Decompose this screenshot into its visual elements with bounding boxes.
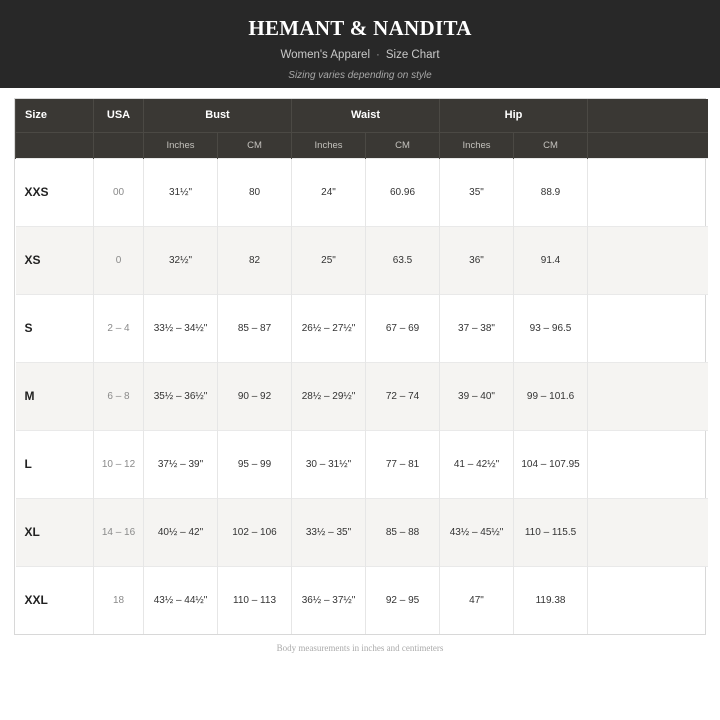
empty-sub-header xyxy=(94,132,144,158)
size-cell: XXS xyxy=(16,158,94,226)
waist-cm-cell: 77 – 81 xyxy=(366,430,440,498)
hip-cm-cell: 119.38 xyxy=(514,566,588,634)
group-header-row xyxy=(16,99,708,132)
bust-cm-cell: 85 – 87 xyxy=(218,294,292,362)
category-label: Women's Apparel xyxy=(280,49,371,61)
unit-header-row xyxy=(16,132,708,158)
usa-cell: 18 xyxy=(94,566,144,634)
usa-cell: 14 – 16 xyxy=(94,498,144,566)
bust-inches-cell: 35½ – 36½" xyxy=(144,362,218,430)
table-row xyxy=(16,498,708,566)
footer-note: Body measurements in inches and centimeters xyxy=(276,643,444,653)
usa-cell: 6 – 8 xyxy=(94,362,144,430)
sizing-note: Sizing varies depending on style xyxy=(288,70,432,81)
waist-cm-cell: 67 – 69 xyxy=(366,294,440,362)
empty-cell xyxy=(588,294,708,362)
hip-inches-cell: 39 – 40" xyxy=(440,362,514,430)
hip-inches-cell: 47" xyxy=(440,566,514,634)
table-row xyxy=(16,226,708,294)
size-chart-table-container xyxy=(14,98,706,635)
size-cell: M xyxy=(16,362,94,430)
empty-cell xyxy=(588,566,708,634)
bust-cm-header: CM xyxy=(218,132,292,158)
bust-inches-cell: 40½ – 42" xyxy=(144,498,218,566)
hip-cm-cell: 88.9 xyxy=(514,158,588,226)
empty-sub-header xyxy=(16,132,94,158)
hip-inches-cell: 41 – 42½" xyxy=(440,430,514,498)
usa-cell: 10 – 12 xyxy=(94,430,144,498)
bust-inches-cell: 31½" xyxy=(144,158,218,226)
size-chart-table xyxy=(15,99,708,634)
bust-header: Bust xyxy=(144,99,292,132)
hip-cm-cell: 110 – 115.5 xyxy=(514,498,588,566)
empty-sub-header xyxy=(588,132,708,158)
size-cell: S xyxy=(16,294,94,362)
hip-inches-cell: 35" xyxy=(440,158,514,226)
brand-title: HEMANT & NANDITA xyxy=(248,16,472,40)
waist-inches-cell: 26½ – 27½" xyxy=(292,294,366,362)
empty-cell xyxy=(588,430,708,498)
bust-cm-cell: 102 – 106 xyxy=(218,498,292,566)
page-subtitle xyxy=(0,49,720,61)
usa-cell: 00 xyxy=(94,158,144,226)
hip-inches-cell: 37 – 38" xyxy=(440,294,514,362)
usa-cell: 2 – 4 xyxy=(94,294,144,362)
bust-inches-header: Inches xyxy=(144,132,218,158)
hip-inches-cell: 36" xyxy=(440,226,514,294)
bust-cm-cell: 90 – 92 xyxy=(218,362,292,430)
bust-cm-cell: 80 xyxy=(218,158,292,226)
table-row xyxy=(16,158,708,226)
empty-header-cell xyxy=(588,99,708,132)
waist-cm-cell: 60.96 xyxy=(366,158,440,226)
waist-inches-cell: 30 – 31½" xyxy=(292,430,366,498)
waist-cm-cell: 72 – 74 xyxy=(366,362,440,430)
table-row xyxy=(16,294,708,362)
hip-cm-cell: 91.4 xyxy=(514,226,588,294)
usa-cell: 0 xyxy=(94,226,144,294)
bust-inches-cell: 33½ – 34½" xyxy=(144,294,218,362)
hip-header: Hip xyxy=(440,99,588,132)
waist-header: Waist xyxy=(292,99,440,132)
hip-cm-cell: 104 – 107.95 xyxy=(514,430,588,498)
hip-inches-cell: 43½ – 45½" xyxy=(440,498,514,566)
page-header xyxy=(0,0,720,88)
empty-cell xyxy=(588,226,708,294)
bust-inches-cell: 32½" xyxy=(144,226,218,294)
hip-cm-header: CM xyxy=(514,132,588,158)
bust-cm-cell: 95 – 99 xyxy=(218,430,292,498)
table-row xyxy=(16,566,708,634)
subtitle-separator: · xyxy=(376,49,380,61)
size-cell: XS xyxy=(16,226,94,294)
bust-inches-cell: 43½ – 44½" xyxy=(144,566,218,634)
size-cell: XL xyxy=(16,498,94,566)
size-cell: L xyxy=(16,430,94,498)
chart-name-label: Size Chart xyxy=(385,49,440,61)
size-header: Size xyxy=(16,99,94,132)
waist-cm-cell: 63.5 xyxy=(366,226,440,294)
waist-cm-cell: 92 – 95 xyxy=(366,566,440,634)
size-cell: XXL xyxy=(16,566,94,634)
hip-inches-header: Inches xyxy=(440,132,514,158)
empty-cell xyxy=(588,158,708,226)
table-row xyxy=(16,362,708,430)
bust-cm-cell: 82 xyxy=(218,226,292,294)
size-rows xyxy=(16,158,708,634)
waist-cm-cell: 85 – 88 xyxy=(366,498,440,566)
empty-cell xyxy=(588,362,708,430)
waist-inches-header: Inches xyxy=(292,132,366,158)
usa-header: USA xyxy=(94,99,144,132)
waist-inches-cell: 24" xyxy=(292,158,366,226)
table-row xyxy=(16,430,708,498)
empty-cell xyxy=(588,498,708,566)
waist-inches-cell: 25" xyxy=(292,226,366,294)
waist-inches-cell: 33½ – 35" xyxy=(292,498,366,566)
waist-inches-cell: 36½ – 37½" xyxy=(292,566,366,634)
waist-inches-cell: 28½ – 29½" xyxy=(292,362,366,430)
waist-cm-header: CM xyxy=(366,132,440,158)
hip-cm-cell: 99 – 101.6 xyxy=(514,362,588,430)
hip-cm-cell: 93 – 96.5 xyxy=(514,294,588,362)
bust-inches-cell: 37½ – 39" xyxy=(144,430,218,498)
bust-cm-cell: 110 – 113 xyxy=(218,566,292,634)
